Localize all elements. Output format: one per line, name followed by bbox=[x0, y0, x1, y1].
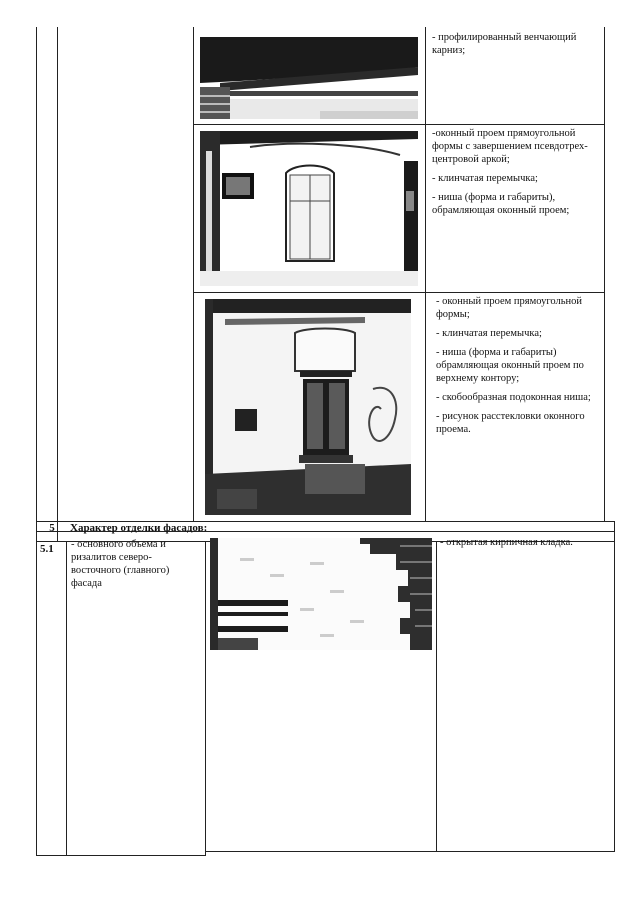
table-border-right bbox=[604, 27, 605, 521]
facade-cornice-photo bbox=[200, 37, 418, 119]
table-border-bottom-right bbox=[206, 851, 615, 852]
col-divider-photo-lower bbox=[436, 541, 437, 851]
feature-text: - профилированный венчающий карниз; bbox=[432, 32, 577, 56]
table-border-right-lower bbox=[614, 521, 615, 851]
section-number: 5 bbox=[49, 522, 55, 534]
feature-text: - открытая кирпичная кладка. bbox=[440, 537, 573, 548]
feature-text: - ниша (форма и габариты), обрамляющая оконный проем; bbox=[432, 192, 570, 216]
col-divider-photo bbox=[425, 27, 426, 521]
subsection-features bbox=[440, 536, 610, 555]
section-title: Характер отделки фасадов: bbox=[70, 522, 208, 534]
row-divider-2 bbox=[193, 292, 605, 293]
table-border-bottom bbox=[36, 855, 206, 856]
row-1-features bbox=[432, 31, 597, 63]
feature-text: - оконный проем прямоугольной формы; bbox=[436, 296, 583, 320]
col-divider-number-lower bbox=[66, 541, 67, 855]
table-border-left bbox=[36, 27, 37, 855]
subsection-number: 5.1 bbox=[40, 543, 54, 555]
brickwork-photo bbox=[210, 538, 432, 650]
subsection-element: - основного объема и ризалитов северо-восточного (главного) фасада bbox=[71, 539, 170, 589]
col-divider-number bbox=[57, 27, 58, 541]
feature-text: - ниша (форма и габариты) обрамляющая оконный проем по верхнему контору; bbox=[436, 347, 584, 384]
row-2-features bbox=[432, 127, 600, 223]
feature-text: - скобообразная подоконная ниша; bbox=[436, 392, 591, 403]
row-divider-1 bbox=[193, 124, 605, 125]
feature-text: -оконный проем прямоугольной формы с завершением псевдотрех-центровой аркой; bbox=[432, 128, 588, 165]
facade-window-arch-photo bbox=[200, 131, 418, 286]
feature-text: - рисунок расстекловки оконного проема. bbox=[436, 411, 585, 435]
row-3-features bbox=[436, 295, 602, 442]
col-divider-element-lower bbox=[205, 541, 206, 855]
feature-text: - клинчатая перемычка; bbox=[432, 173, 538, 184]
feature-text: - клинчатая перемычка; bbox=[436, 328, 542, 339]
col-divider-element bbox=[193, 27, 194, 521]
facade-window-niche-photo bbox=[205, 299, 411, 515]
